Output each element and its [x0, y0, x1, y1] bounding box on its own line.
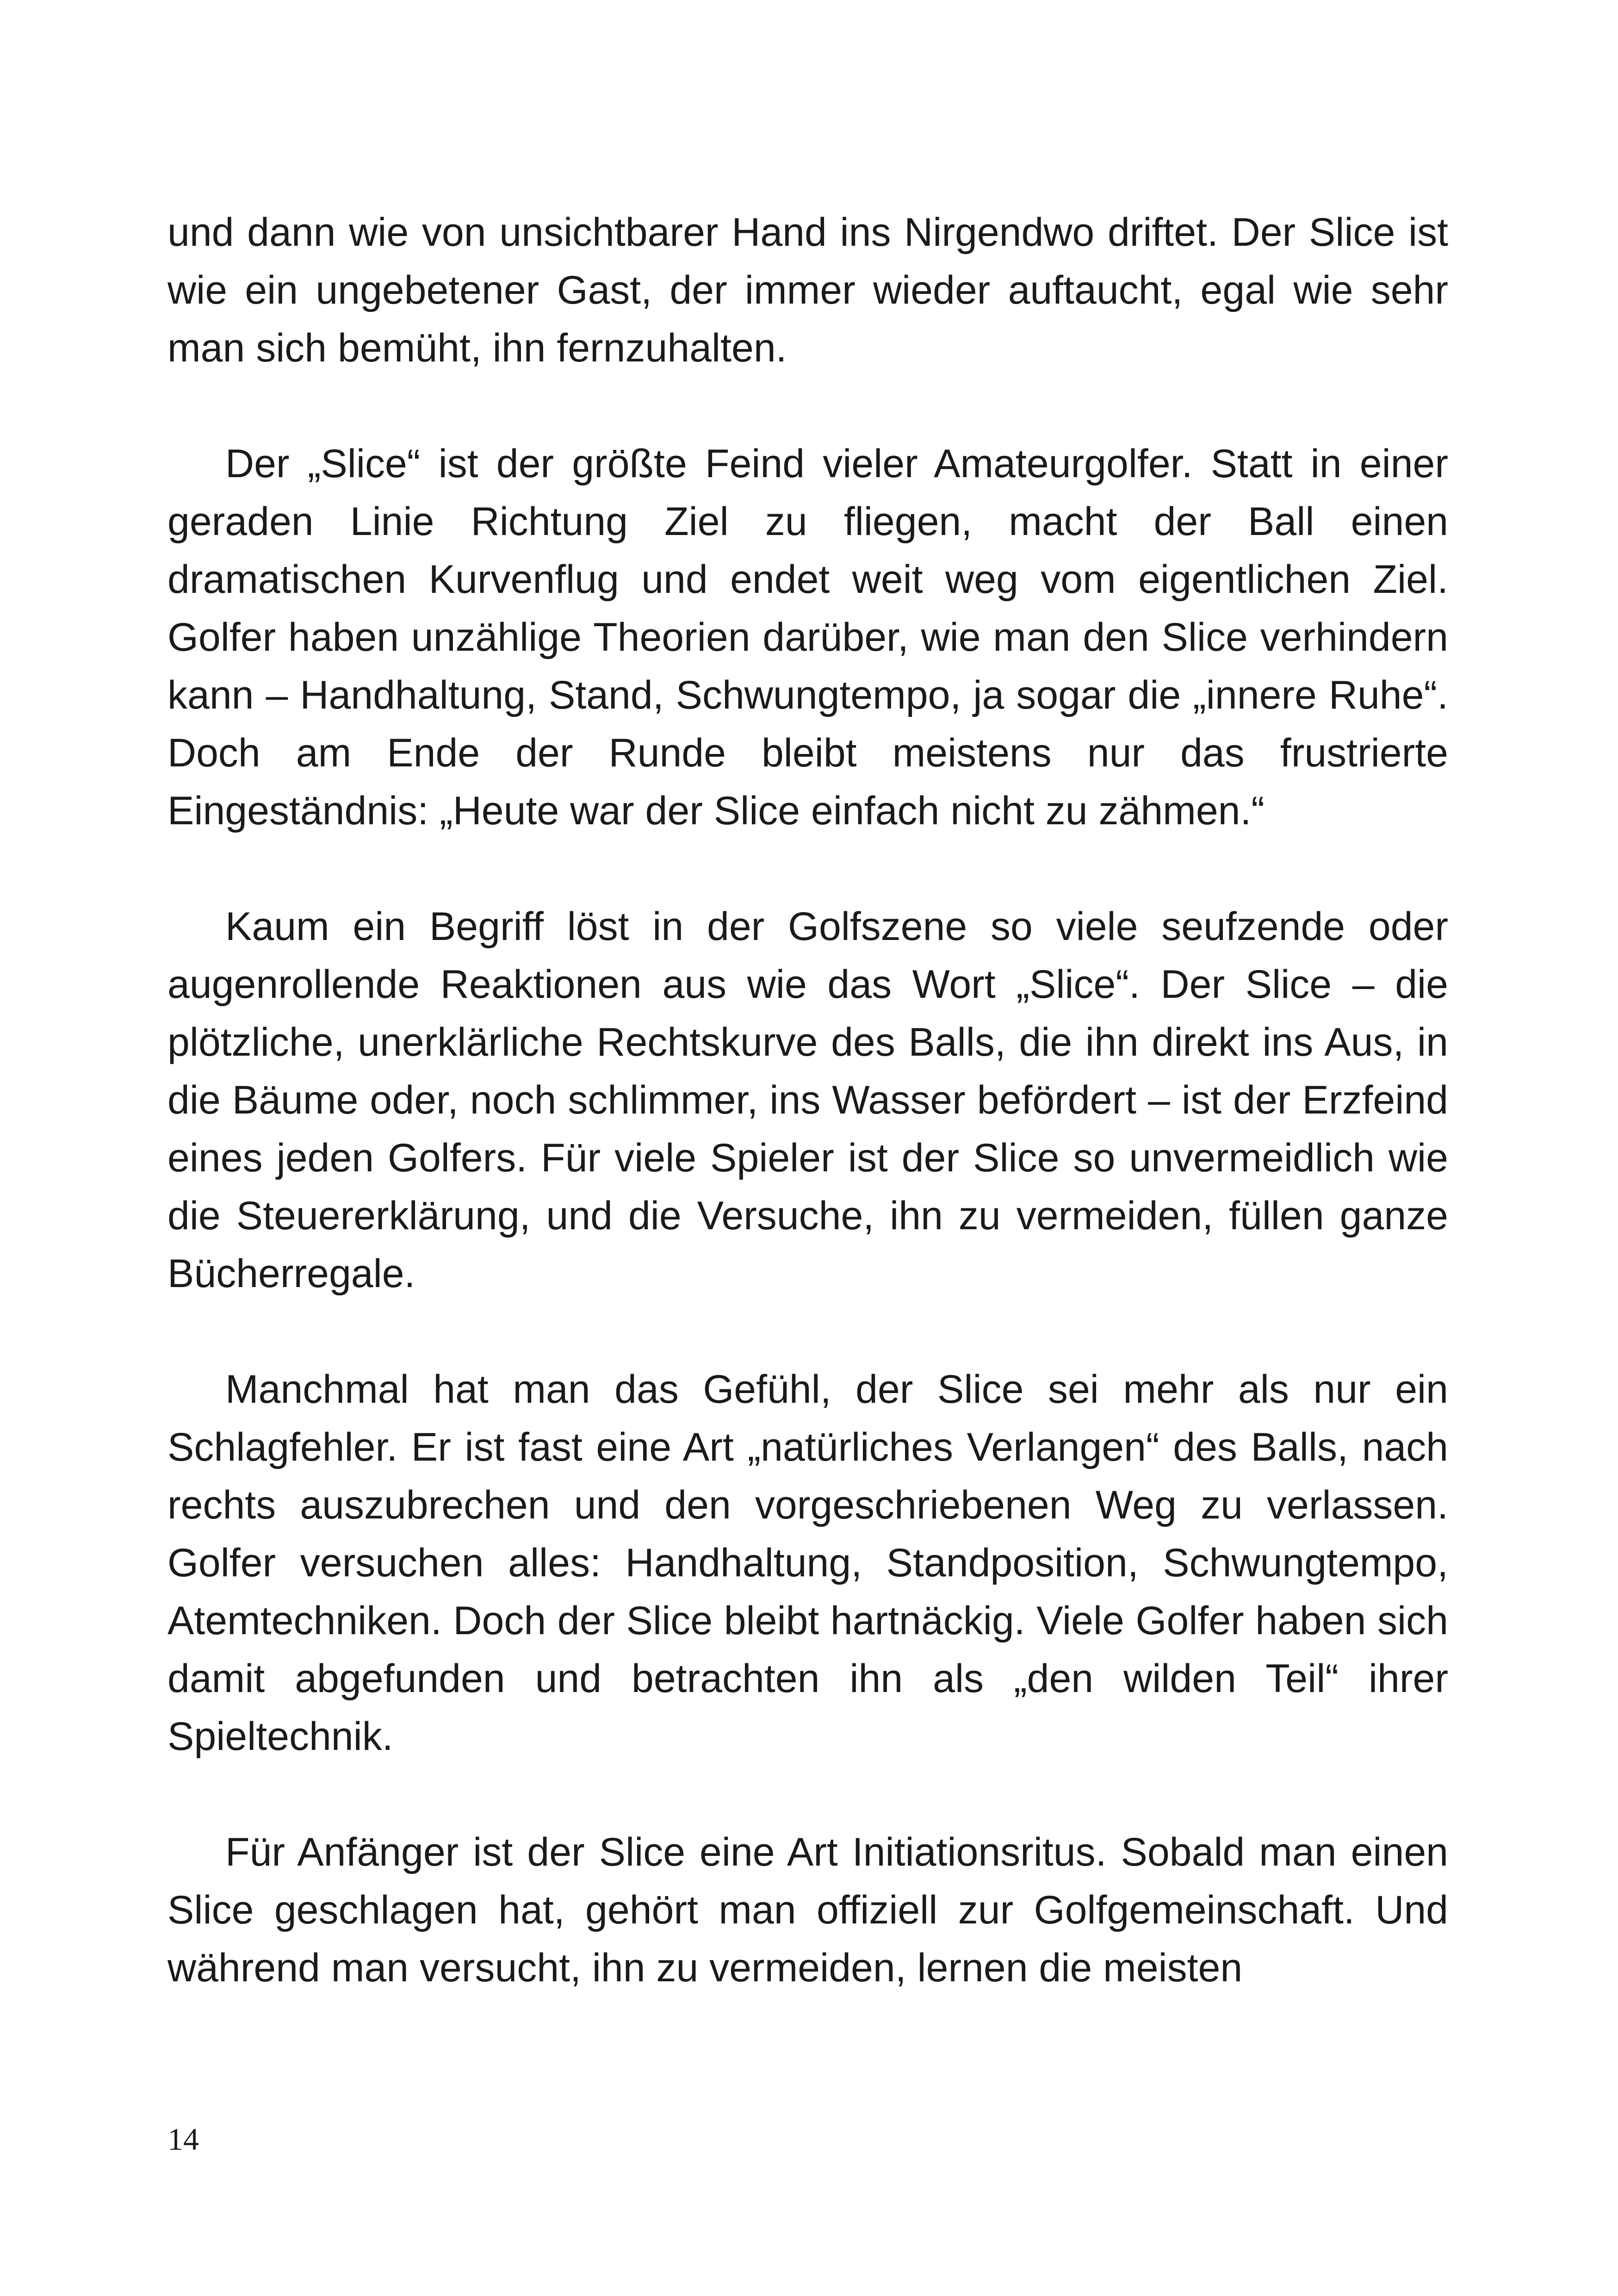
- body-text: [167, 204, 1448, 2055]
- paragraph-beginners: Für Anfänger ist der Slice eine Art Initiationsritus. Sobald man einen Slice geschlagen hat, gehört man offiziell zur Golfgemeinschaft. Und während man versucht, ihn zu vermeiden, lernen die meisten: [167, 1830, 1448, 1990]
- paragraph-slice-enemy: Der „Slice“ ist der größte Feind vieler Amateurgolfer. Statt in einer geraden Linie Richtung Ziel zu fliegen, macht der Ball einen dramatischen Kurvenflug und endet weit weg vom eigentlichen Ziel. Golfer haben unzählige Theorien darüber, wie man den Slice verhindern kann – Handhaltung, Stand, Schwungtempo, ja sogar die „innere Ruhe“. Doch am Ende der Runde bleibt meistens nur das frustrierte Eingeständnis: „Heute war der Slice einfach nicht zu zähmen.“: [167, 442, 1448, 833]
- paragraph-continued: und dann wie von unsichtbarer Hand ins Nirgendwo driftet. Der Slice ist wie ein ungebetener Gast, der immer wieder auftaucht, egal wie sehr man sich bemüht, ihn fernzuhalten.: [167, 210, 1448, 370]
- paragraph-slice-term: Kaum ein Begriff löst in der Golfszene so viele seufzende oder augenrollende Reaktionen aus wie das Wort „Slice“. Der Slice – die plötzliche, unerklärliche Rechtskurve des Balls, die ihn direkt ins Aus, in die Bäume oder, noch schlimmer, ins Wasser befördert – ist der Erzfeind eines jeden Golfers. Für viele Spieler ist der Slice so unvermeidlich wie die Steuererklärung, und die Versuche, ihn zu vermeiden, füllen ganze Bücherregale.: [167, 904, 1448, 1296]
- paragraph-natural-desire: Manchmal hat man das Gefühl, der Slice sei mehr als nur ein Schlagfehler. Er ist fast eine Art „natürliches Verlangen“ des Balls, nach rechts auszubrechen und den vorgeschriebenen Weg zu verlassen. Golfer versuchen alles: Handhaltung, Standposition, Schwungtempo, Atemtechniken. Doch der Slice bleibt hartnäckig. Viele Golfer haben sich damit abgefunden und betrachten ihn als „den wilden Teil“ ihrer Spieltechnik.: [167, 1367, 1448, 1759]
- page-number: 14: [167, 2122, 199, 2157]
